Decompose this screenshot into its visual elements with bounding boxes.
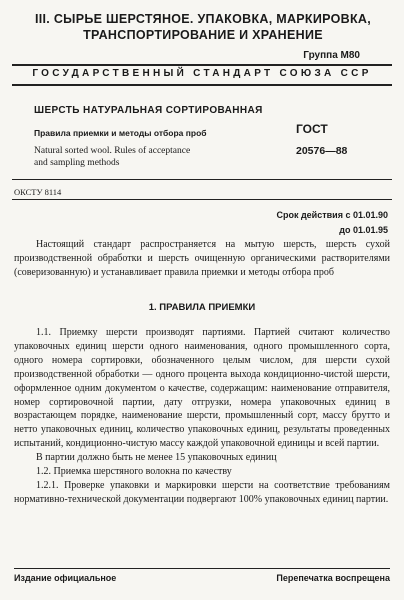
- top-rule: [12, 64, 392, 66]
- group-code: Группа М80: [303, 50, 360, 61]
- title-block-rule: [12, 179, 392, 180]
- section-title: [18, 11, 388, 43]
- validity-from: Срок действия с 01.01.90: [276, 210, 388, 220]
- gost-label: ГОСТ: [296, 122, 328, 136]
- validity-period: [276, 208, 388, 238]
- section-heading: 1. ПРАВИЛА ПРИЕМКИ: [148, 302, 256, 313]
- standard-name: ШЕРСТЬ НАТУРАЛЬНАЯ СОРТИРОВАННАЯ: [34, 105, 263, 116]
- intro-paragraph: Настоящий стандарт распространяется на мытую шерсть, шерсть сухой производственной обработки и шерсть очищенную органическими растворителями (соверизованную) и устанавливает правила приемки и методы отбора проб: [14, 239, 390, 278]
- english-title-line-1: Natural sorted wool. Rules of acceptance: [34, 146, 191, 156]
- paragraph-1-2: 1.2. Приемка шерстяного волокна по качеству: [36, 466, 232, 478]
- section-title-line-1: III. СЫРЬЕ ШЕРСТЯНОЕ. УПАКОВКА, МАРКИРОВКА,: [34, 12, 371, 26]
- footer-official-edition: Издание официальное: [14, 573, 117, 583]
- validity-to: до 01.01.95: [339, 225, 388, 235]
- standard-subtitle: Правила приемки и методы отбора проб: [34, 128, 207, 138]
- header-rule: [12, 84, 392, 86]
- section-title-line-2: ТРАНСПОРТИРОВАНИЕ И ХРАНЕНИЕ: [83, 28, 323, 42]
- paragraph-lot-size: В партии должно быть не менее 15 упаковочных единиц: [36, 452, 277, 464]
- paragraph-1-2-1: 1.2.1. Проверке упаковки и маркировки шерсти на соответствие требованиям нормативно-технической документации подвергают 100% упаковочных единиц партии.: [14, 479, 390, 505]
- state-standard-title: ГОСУДАРСТВЕННЫЙ СТАНДАРТ СОЮЗА ССР: [32, 68, 372, 79]
- page-footer: [14, 568, 390, 583]
- paragraph-1-1: 1.1. Приемку шерсти производят партиями. Партией считают количество упаковочных единиц шерсти одного наименования, одного промышленного сорта, одного номера сортировки, обозначенного целым числом, для шерсти сухой производственной обработки — одного процента выхода кондиционно-чистой шерсти, оформленное одним документом о качестве, содержащим: наименование отправителя, номер сортировочной партии, дату отгрузки, номера упаковочных единиц в возрастающем порядке, наименование шерсти, промышленный сорт, массу брутто и нетто упаковочных единиц, количество упаковочных единиц, результаты проведенных испытаний, кондиционно-чистую массу каждой упаковочной единицы и всей партии.: [14, 327, 390, 450]
- standard-english-title: [34, 145, 264, 169]
- english-title-line-2: and sampling methods: [34, 158, 120, 168]
- footer-reprint-notice: Перепечатка воспрещена: [276, 573, 390, 583]
- okstu-rule: [12, 199, 392, 200]
- okstu-code: ОКСТУ 8114: [14, 187, 62, 197]
- body-text: [14, 326, 390, 507]
- gost-number: 20576—88: [296, 145, 348, 157]
